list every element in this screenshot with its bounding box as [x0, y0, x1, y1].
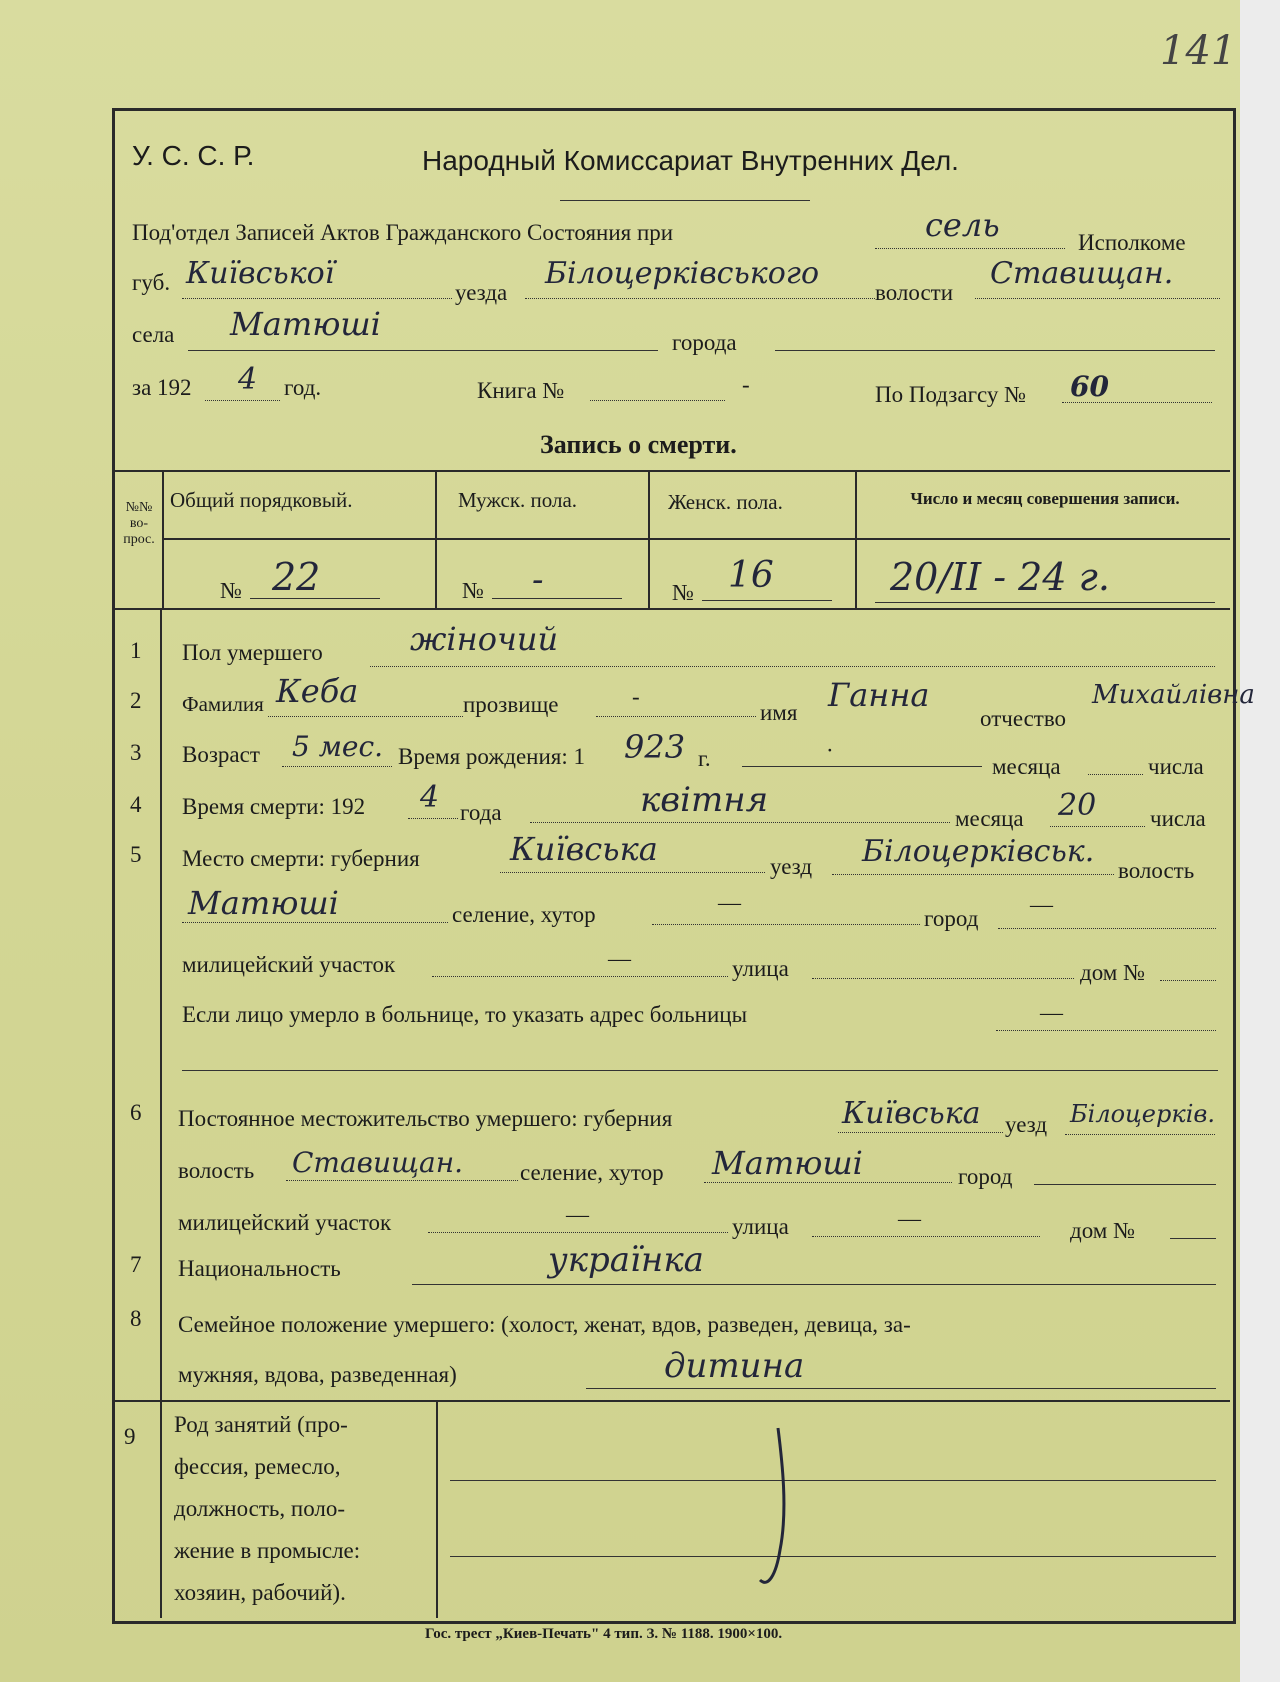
occupation-label-5: хозяин, рабочий).: [174, 1580, 346, 1605]
birth-month-label: месяца: [992, 754, 1061, 779]
birth-month-value: ·: [826, 738, 834, 763]
death-day-label: числа: [1150, 806, 1206, 831]
record-date-line: [875, 602, 1215, 603]
occupation-label-3: должность, поло-: [174, 1496, 346, 1521]
occupation-label-2: фессия, ремесло,: [174, 1454, 341, 1479]
place-gub-value: Київська: [510, 830, 658, 868]
death-year-line: [408, 818, 458, 819]
residence-label: Постоянное местожительство умершего: губерния: [178, 1106, 673, 1131]
house-line: [1160, 980, 1216, 981]
militia-label: милицейский участок: [182, 952, 396, 977]
patronymic-value: Михайлівна: [1092, 680, 1255, 710]
male-number-value: -: [532, 560, 544, 600]
nationality-value: українка: [548, 1240, 704, 1280]
res-gorod-line: [1034, 1184, 1216, 1185]
death-year-value: 4: [420, 780, 440, 815]
marital-label-1: Семейное положение умершего: (холост, женат, вдов, разведен, девица, за-: [178, 1312, 911, 1337]
header-underline: [560, 200, 810, 201]
place-label: Место смерти: губерния: [182, 846, 420, 871]
record-date-value: 20/II - 24 г.: [890, 555, 1110, 599]
death-month-line: [530, 822, 950, 823]
street-line: [812, 978, 1074, 979]
nickname-label: прозвище: [463, 692, 559, 717]
kniga-line: [590, 400, 725, 401]
volost-value: Ставищан.: [990, 256, 1174, 291]
birth-label: Время рождения: 1: [398, 744, 585, 769]
ministry-title: Народный Комиссариат Внутренних Дел.: [422, 145, 959, 176]
occupation-dash-mark: [730, 1420, 810, 1600]
res-gub-value: Київська: [842, 1096, 981, 1131]
volost-line: [975, 298, 1220, 299]
q-number-4: 4: [130, 792, 142, 817]
age-value: 5 мес.: [292, 730, 384, 763]
res-selenie-label: селение, хутор: [520, 1160, 664, 1185]
place-gub-line: [500, 872, 765, 873]
birth-day-line: [1088, 774, 1143, 775]
patronymic-label: отчество: [980, 706, 1067, 731]
place-selenie-value: —: [718, 890, 741, 915]
female-number-line: [702, 600, 832, 601]
male-number-prefix: №: [462, 578, 484, 603]
q-number-8: 8: [130, 1306, 142, 1331]
male-number-line: [492, 598, 622, 599]
place-volost-line: [182, 922, 448, 923]
birth-g-label: г.: [698, 746, 711, 771]
za-value: 4: [238, 362, 258, 397]
table-top-line: [115, 470, 1230, 472]
col-divider-2: [435, 470, 437, 610]
marital-value: дитина: [664, 1346, 805, 1386]
place-selenie-line: [652, 924, 920, 925]
subdept-label: Под'отдел Записей Актов Гражданского Состояния при: [132, 220, 674, 245]
surname-line: [268, 716, 463, 717]
question-number-header: №№ во- прос.: [123, 500, 155, 547]
res-volost-label: волость: [178, 1158, 255, 1183]
female-number-prefix: №: [672, 580, 694, 605]
hospital-line-2: [182, 1070, 1218, 1071]
subdept-line: [875, 248, 1065, 249]
uezd-line: [525, 298, 875, 299]
res-selenie-value: Матюші: [712, 1144, 863, 1182]
place-gorod-label: город: [924, 906, 979, 931]
volost-label: волости: [875, 280, 954, 305]
res-gorod-label: город: [958, 1164, 1013, 1189]
militia-line: [432, 976, 728, 977]
res-street-label: улица: [732, 1214, 789, 1239]
table-bottom-line: [115, 608, 1230, 610]
age-line: [282, 766, 392, 767]
republic-title: У. С. С. Р.: [132, 140, 255, 171]
col-divider-1: [162, 470, 164, 610]
col-divider-4: [855, 470, 857, 610]
house-label: дом №: [1080, 960, 1146, 985]
militia-value: —: [608, 946, 631, 971]
female-number-value: 16: [728, 555, 774, 596]
female-header: Женск. пола.: [668, 490, 783, 514]
hospital-line: [996, 1030, 1216, 1031]
res-volost-line: [286, 1180, 518, 1181]
place-volost-label: волость: [1118, 858, 1195, 883]
selo-value: Матюші: [230, 305, 381, 343]
death-month-value: квітня: [640, 780, 769, 820]
res-uezd-value: Білоцерків.: [1070, 1100, 1215, 1128]
gub-label: губ.: [132, 270, 171, 295]
res-uezd-label: уезд: [1005, 1112, 1048, 1137]
nickname-line: [596, 716, 756, 717]
street-label: улица: [732, 956, 789, 981]
res-militia-label: милицейский участок: [178, 1210, 392, 1235]
uezd-label: уезда: [455, 280, 508, 305]
res-house-line: [1170, 1238, 1216, 1239]
birth-month-line: [742, 766, 982, 767]
general-number-value: 22: [272, 555, 321, 599]
marital-label-2: мужняя, вдова, разведенная): [178, 1362, 457, 1387]
kniga-value: -: [742, 372, 750, 397]
hospital-value: —: [1040, 1000, 1063, 1025]
nickname-value: -: [632, 684, 640, 709]
surname-value: Кеба: [276, 672, 359, 710]
gub-value: Київської: [186, 256, 335, 291]
res-volost-value: Ставищан.: [292, 1146, 464, 1179]
death-month-label: месяца: [955, 806, 1024, 831]
res-gub-line: [838, 1132, 1003, 1133]
occupation-label-1: Род занятий (про-: [174, 1412, 348, 1437]
death-label: Время смерти: 192: [182, 794, 366, 819]
gorod-label: города: [672, 330, 737, 355]
subdept-value: сель: [925, 206, 1000, 244]
occupation-top-line: [115, 1400, 1230, 1402]
place-volost-value: Матюші: [188, 884, 339, 922]
gub-line: [182, 298, 452, 299]
page-edge: [1240, 0, 1280, 1682]
occupation-label-4: жение в промысле:: [174, 1538, 361, 1563]
gorod-line: [775, 350, 1215, 351]
kniga-label: Книга №: [477, 378, 565, 403]
birth-year-value: 923: [624, 728, 686, 766]
uezd-value: Білоцерківського: [545, 256, 819, 291]
res-uezd-line: [1065, 1134, 1215, 1135]
place-uezd-line: [832, 874, 1114, 875]
place-gorod-line: [998, 928, 1216, 929]
printer-footer: Гос. трест „Киев-Печать" 4 тип. З. № 1188. 1900×100.: [425, 1626, 783, 1642]
q-number-7: 7: [130, 1252, 142, 1277]
record-date-header: Число и месяц совершения записи.: [910, 489, 1180, 508]
death-day-value: 20: [1058, 788, 1097, 823]
sex-value: жіночий: [410, 620, 559, 658]
general-number-prefix: №: [220, 578, 242, 603]
col-divider-3: [648, 470, 650, 610]
first-name-label: имя: [760, 700, 798, 725]
occupation-line-2: [450, 1556, 1216, 1557]
place-gorod-value: —: [1030, 892, 1053, 917]
marital-line: [586, 1388, 1216, 1389]
q-number-6: 6: [130, 1100, 142, 1125]
selo-label: села: [132, 322, 175, 347]
za-label: за 192: [132, 375, 192, 400]
table-header-line: [162, 538, 1230, 540]
record-title: Запись о смерти.: [540, 430, 737, 459]
q-number-3: 3: [130, 740, 142, 765]
q-number-1: 1: [130, 638, 142, 663]
za-line: [205, 400, 280, 401]
podzags-label: По Подзагсу №: [875, 382, 1027, 407]
god-label: год.: [284, 375, 322, 400]
number-column-divider: [160, 608, 162, 1618]
ispolkom-label: Исполкоме: [1078, 230, 1186, 255]
surname-label: Фамилия: [182, 692, 264, 716]
hospital-label: Если лицо умерло в больнице, то указать адрес больницы: [182, 1002, 748, 1027]
place-selenie-label: селение, хутор: [452, 902, 596, 927]
place-uezd-label: уезд: [770, 854, 813, 879]
res-house-label: дом №: [1070, 1218, 1136, 1243]
sex-label: Пол умершего: [182, 640, 323, 665]
birth-day-label: числа: [1148, 754, 1204, 779]
res-militia-line: [428, 1232, 728, 1233]
res-militia-value: —: [566, 1202, 589, 1227]
podzags-value: 60: [1070, 370, 1109, 403]
nationality-label: Национальность: [178, 1256, 341, 1281]
sex-line: [370, 666, 1215, 667]
first-name-value: Ганна: [828, 676, 930, 714]
selo-line: [188, 350, 658, 351]
res-street-line: [812, 1236, 1040, 1237]
death-day-line: [1050, 826, 1145, 827]
age-label: Возраст: [182, 742, 260, 767]
q-number-9: 9: [124, 1424, 136, 1449]
res-selenie-line: [704, 1182, 952, 1183]
res-street-value: —: [898, 1206, 921, 1231]
place-uezd-value: Білоцерківськ.: [862, 834, 1095, 869]
death-year-label: года: [460, 800, 502, 825]
nationality-line: [412, 1284, 1216, 1285]
q-number-5: 5: [130, 842, 142, 867]
occupation-line-1: [450, 1480, 1216, 1481]
page-number: 141: [1160, 28, 1237, 74]
general-number-header: Общий порядковый.: [170, 488, 353, 512]
q-number-2: 2: [130, 688, 142, 713]
occupation-divider: [436, 1400, 438, 1618]
male-header: Мужск. пола.: [458, 488, 578, 512]
